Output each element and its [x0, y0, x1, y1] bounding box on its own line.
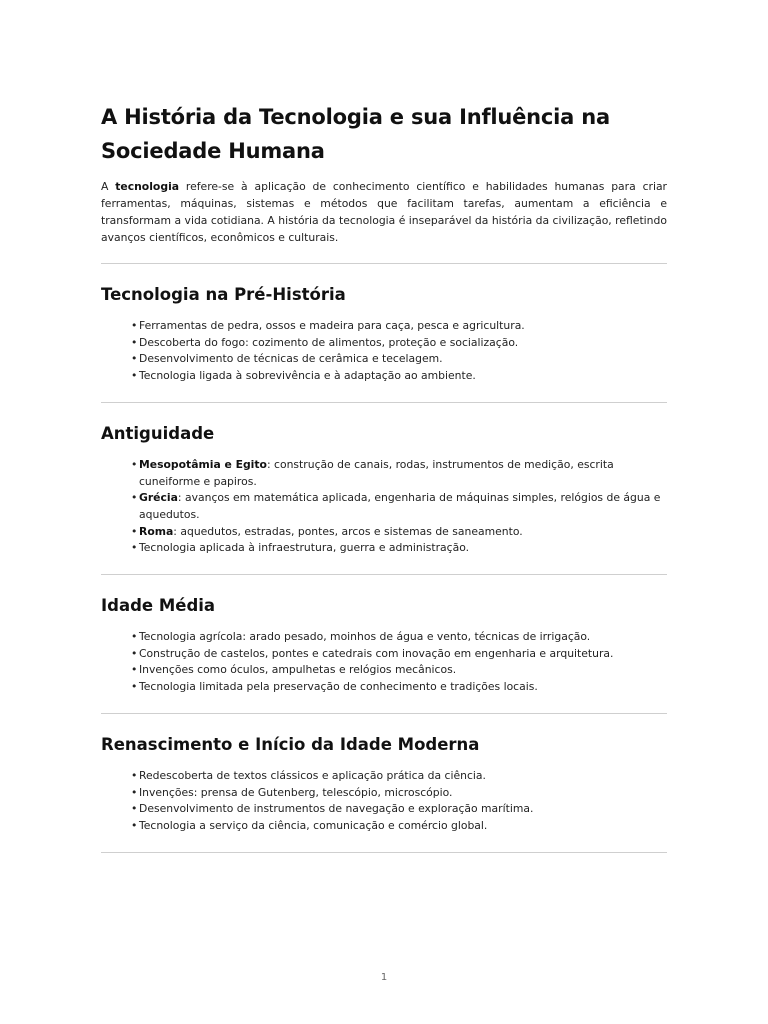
list-item	[131, 801, 667, 818]
section-pre-historia	[101, 264, 667, 403]
item-text: Invenções: prensa de Gutenberg, telescópio, microscópio.	[139, 785, 453, 799]
item-bold: Grécia	[139, 491, 178, 505]
list-item	[131, 785, 667, 802]
document-page	[101, 100, 667, 853]
bullet-list	[101, 629, 667, 696]
item-text: Tecnologia agrícola: arado pesado, moinhos de água e vento, técnicas de irrigação.	[139, 630, 591, 644]
page-title: A História da Tecnologia e sua Influência na Sociedade Humana	[101, 105, 610, 163]
bullet-list	[101, 318, 667, 385]
list-item	[131, 457, 667, 490]
list-item	[131, 490, 667, 523]
section-heading: Idade Média	[101, 596, 216, 616]
item-text: Construção de castelos, pontes e catedrais com inovação em engenharia e arquitetura.	[139, 646, 614, 660]
item-text: Desenvolvimento de técnicas de cerâmica e tecelagem.	[139, 352, 443, 366]
list-item	[131, 679, 667, 696]
list-item	[131, 335, 667, 352]
item-text: Desenvolvimento de instrumentos de navegação e exploração marítima.	[139, 802, 534, 816]
item-text: Tecnologia limitada pela preservação de conhecimento e tradições locais.	[139, 680, 538, 694]
section-idade-media	[101, 575, 667, 714]
item-text: : aquedutos, estradas, pontes, arcos e sistemas de saneamento.	[173, 524, 523, 538]
section-heading: Renascimento e Início da Idade Moderna	[101, 734, 480, 754]
divider	[101, 852, 667, 853]
item-text: : construção de canais, rodas, instrumentos de medição, escrita cuneiforme e papiros.	[139, 457, 614, 488]
intro-paragraph	[101, 178, 667, 246]
list-item	[131, 524, 667, 541]
intro-text: refere-se à aplicação de conhecimento científico e habilidades humanas para criar ferramentas, máquinas, sistemas e métodos que facilitam tarefas, aumentam a eficiência e transformam a vida cotidiana. A história da tecnologia é inseparável da história da civilização, refletindo avanços científicos, econômicos e culturais.	[101, 180, 667, 244]
list-item	[131, 318, 667, 335]
item-text: Tecnologia a serviço da ciência, comunicação e comércio global.	[139, 818, 488, 832]
list-item	[131, 368, 667, 385]
list-item	[131, 646, 667, 663]
list-item	[131, 818, 667, 835]
list-item	[131, 351, 667, 368]
list-item	[131, 662, 667, 679]
item-text: Invenções como óculos, ampulhetas e relógios mecânicos.	[139, 663, 457, 677]
item-text: Redescoberta de textos clássicos e aplicação prática da ciência.	[139, 768, 486, 782]
section-renascimento	[101, 714, 667, 853]
list-item	[131, 540, 667, 557]
section-antiguidade	[101, 403, 667, 575]
intro-term: tecnologia	[115, 180, 180, 193]
bullet-list	[101, 768, 667, 835]
section-heading: Antiguidade	[101, 423, 215, 443]
item-bold: Mesopotâmia e Egito	[139, 457, 267, 471]
item-text: : avanços em matemática aplicada, engenharia de máquinas simples, relógios de água e aquedutos.	[139, 491, 661, 521]
item-bold: Roma	[139, 524, 174, 538]
intro-lead: A	[101, 180, 116, 193]
item-text: Tecnologia aplicada à infraestrutura, guerra e administração.	[139, 541, 470, 555]
page-number: 1	[380, 972, 388, 983]
item-text: Tecnologia ligada à sobrevivência e à adaptação ao ambiente.	[139, 369, 476, 383]
list-item	[131, 629, 667, 646]
section-heading: Tecnologia na Pré-História	[101, 285, 346, 304]
item-text: Descoberta do fogo: cozimento de alimentos, proteção e socialização.	[139, 335, 519, 349]
bullet-list	[101, 457, 667, 557]
item-text: Ferramentas de pedra, ossos e madeira para caça, pesca e agricultura.	[139, 319, 525, 332]
list-item	[131, 768, 667, 785]
